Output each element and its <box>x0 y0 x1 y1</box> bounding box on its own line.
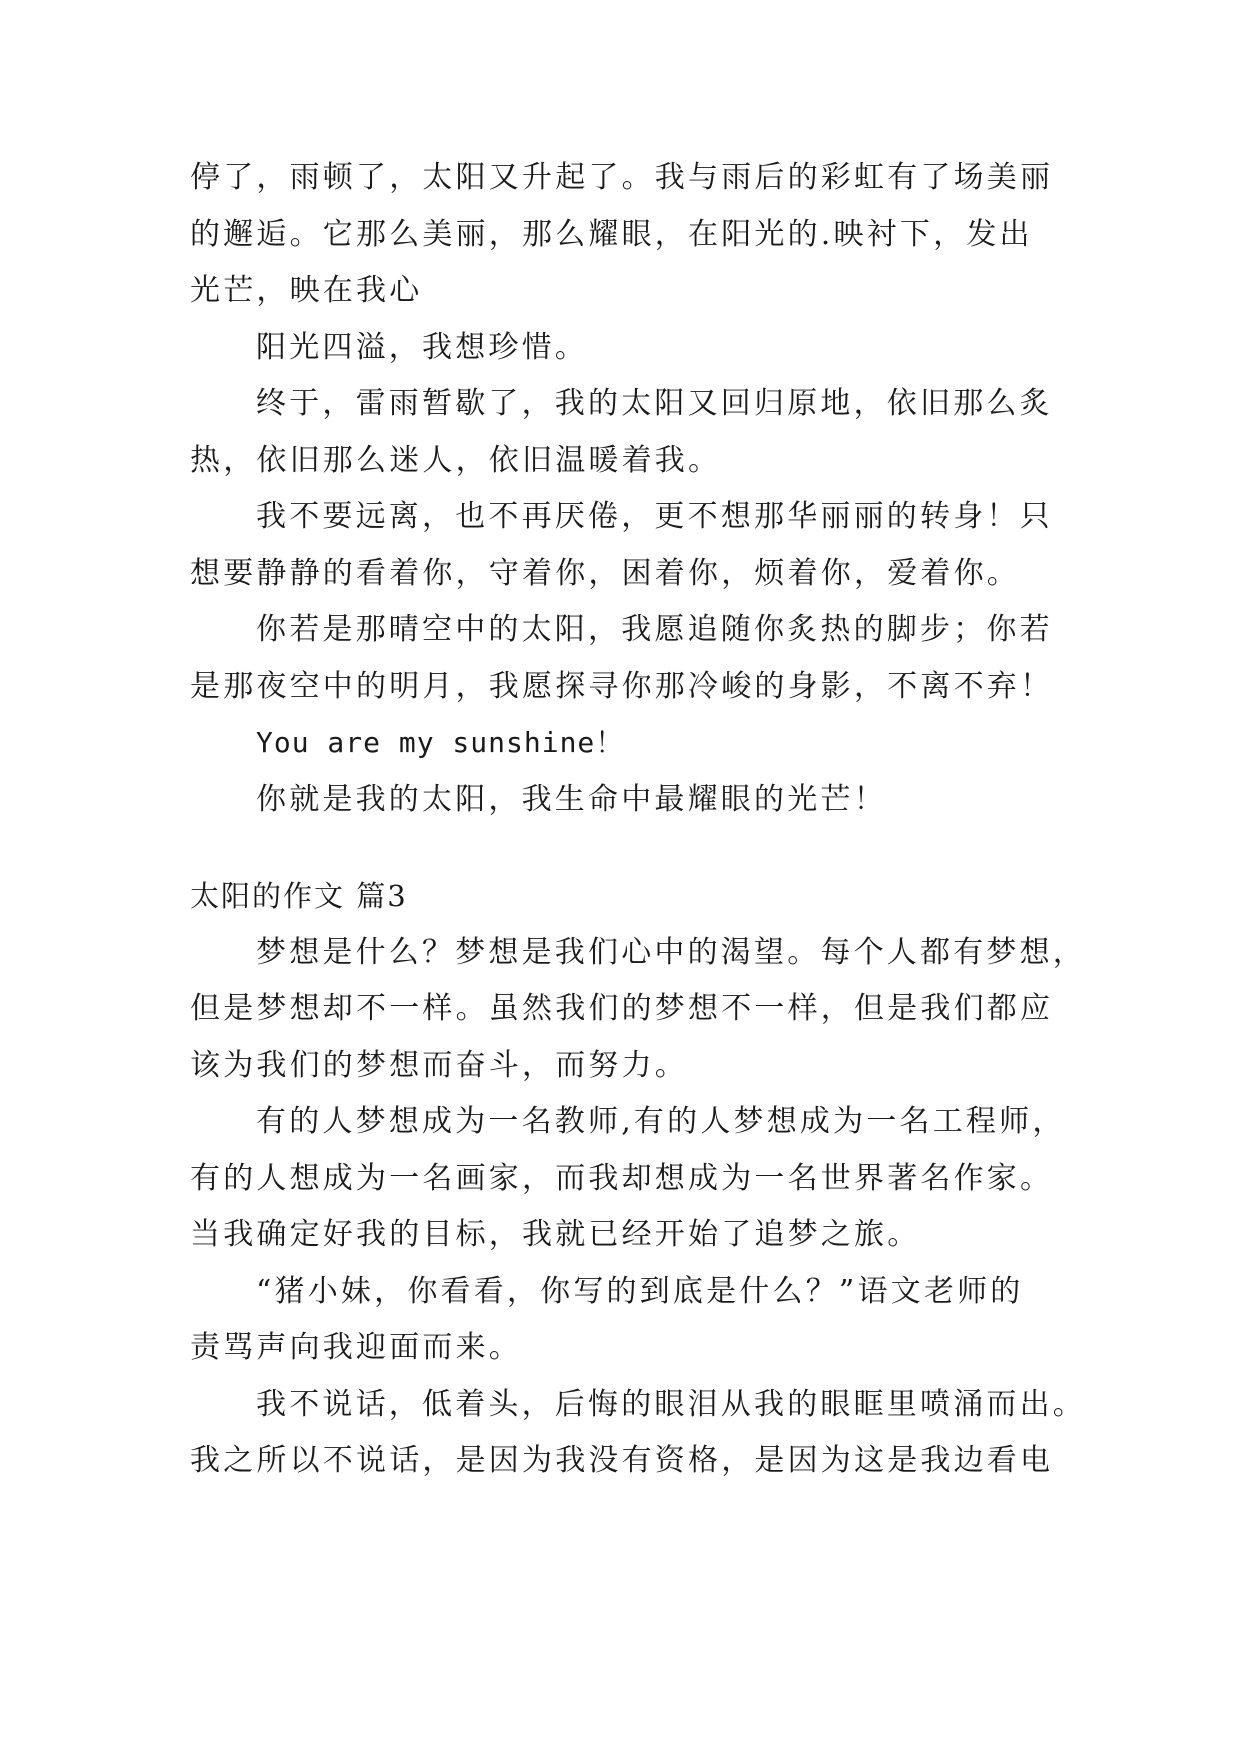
paragraph-line: 我不说话，低着头，后悔的眼泪从我的眼眶里喷涌而出。 <box>256 1387 1086 1422</box>
paragraph-line: 有的人想成为一名画家，而我却想成为一名世界著名作家。 <box>190 1161 1054 1196</box>
paragraph-line: 光芒，映在我心 <box>190 273 423 308</box>
paragraph-line: 有的人梦想成为一名教师,有的人梦想成为一名工程师， <box>256 1104 1066 1139</box>
section-heading: 太阳的作文 篇3 <box>190 879 408 913</box>
paragraph-line: 的邂逅。它那么美丽，那么耀眼，在阳光的.映衬下，发出 <box>190 217 1033 252</box>
paragraph-line: 你就是我的太阳，我生命中最耀眼的光芒！ <box>256 782 887 817</box>
paragraph-line: 是那夜空中的明月，我愿探寻你那冷峻的身影，不离不弃！ <box>190 669 1054 704</box>
paragraph-line: 当我确定好我的目标，我就已经开始了追梦之旅。 <box>190 1217 921 1252</box>
paragraph-line: You are my sunshine！ <box>256 726 625 759</box>
paragraph-line: 但是梦想却不一样。虽然我们的梦想不一样，但是我们都应 <box>190 991 1054 1026</box>
paragraph-line: 我不要远离，也不再厌倦，更不想那华丽丽的转身！只 <box>256 499 1053 534</box>
paragraph-line: 终于，雷雨暂歇了，我的太阳又回归原地，依旧那么炙 <box>256 386 1053 421</box>
paragraph-line: 阳光四溢，我想珍惜。 <box>256 330 588 365</box>
paragraph-line: 你若是那晴空中的太阳，我愿追随你炙热的脚步；你若 <box>256 612 1053 647</box>
paragraph-line: 梦想是什么？梦想是我们心中的渴望。每个人都有梦想， <box>256 935 1086 970</box>
paragraph-line: 责骂声向我迎面而来。 <box>190 1330 522 1365</box>
paragraph-line: “猪小妹，你看看，你写的到底是什么？”语文老师的 <box>256 1274 1024 1309</box>
paragraph-line: 我之所以不说话，是因为我没有资格，是因为这是我边看电 <box>190 1443 1054 1478</box>
paragraph-line: 该为我们的梦想而奋斗，而努力。 <box>190 1048 688 1083</box>
paragraph-line: 停了，雨顿了，太阳又升起了。我与雨后的彩虹有了场美丽 <box>190 160 1054 195</box>
paragraph-line: 热，依旧那么迷人，依旧温暖着我。 <box>190 443 722 478</box>
paragraph-line: 想要静静的看着你，守着你，困着你，烦着你，爱着你。 <box>190 556 1020 591</box>
